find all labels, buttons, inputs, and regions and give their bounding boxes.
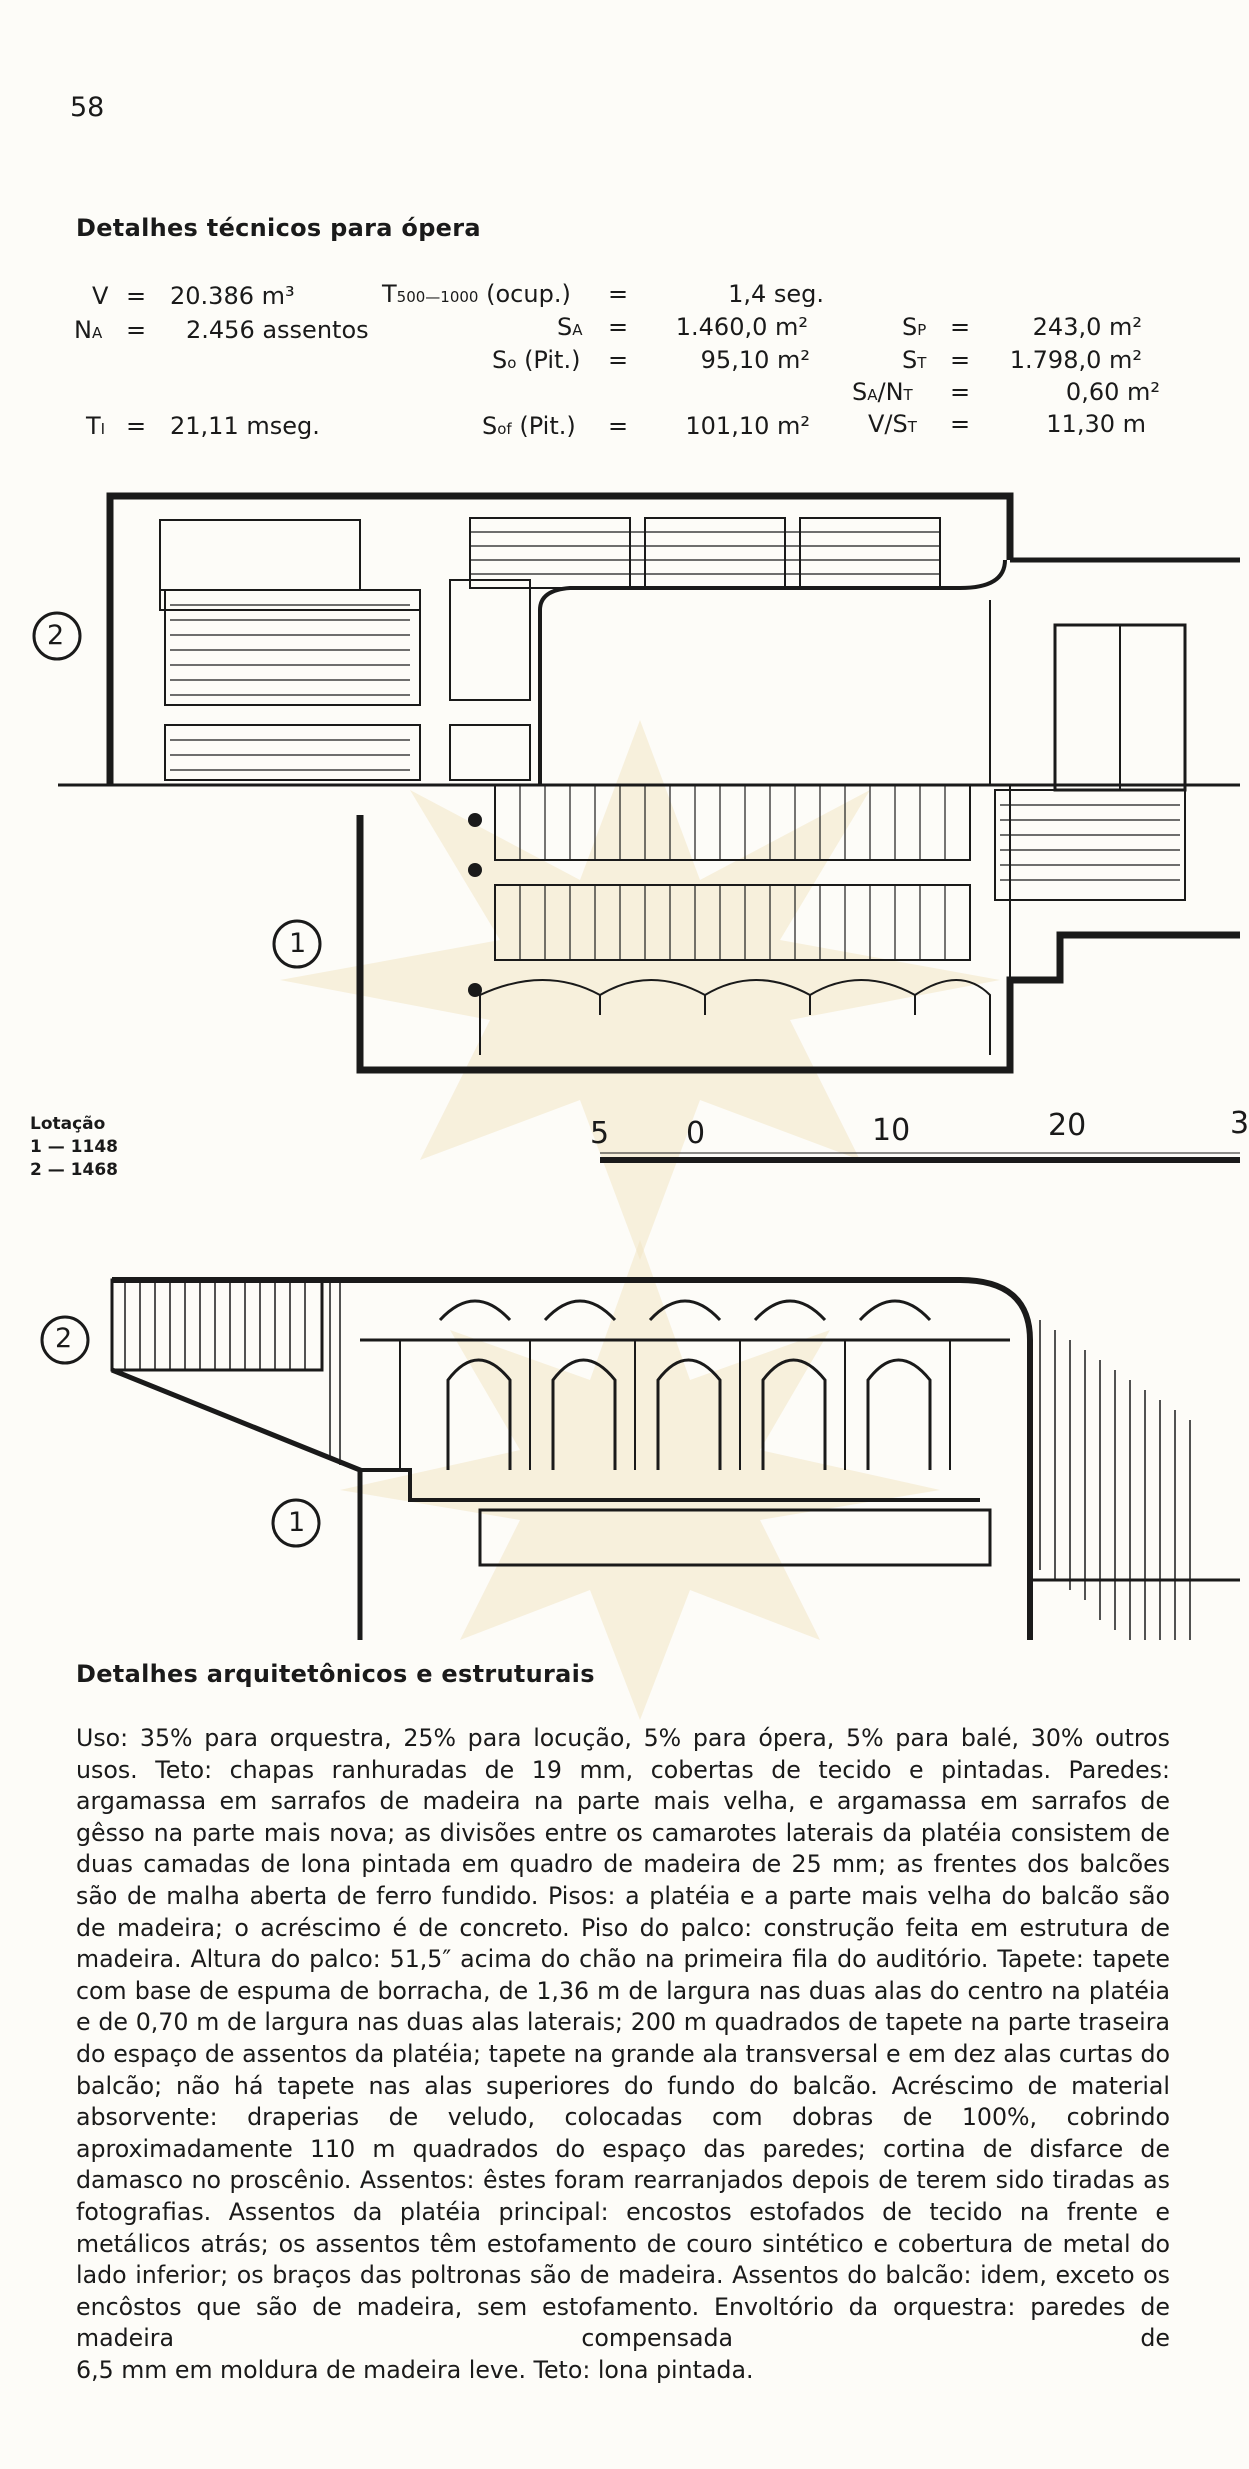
lotacao-2: 2 — 1468 — [30, 1160, 118, 1180]
na-label: NA — [74, 316, 103, 344]
page-number: 58 — [70, 92, 105, 123]
sp-label: SP — [902, 313, 927, 341]
sa-label: SA — [557, 313, 583, 341]
v-st-value: 11,30 m — [1046, 410, 1146, 438]
so-eq: = — [608, 346, 629, 374]
sa-value: 1.460,0 m² — [675, 313, 808, 341]
sp-value: 243,0 m² — [1032, 313, 1142, 341]
st-eq: = — [950, 346, 971, 374]
na-eq: = — [126, 316, 147, 344]
section-marker-1: 1 — [288, 1507, 306, 1538]
t500-eq: = — [608, 280, 629, 308]
sp-eq: = — [950, 313, 971, 341]
st-value: 1.798,0 m² — [1009, 346, 1142, 374]
v-st-label: V/ST — [868, 410, 917, 438]
t500-value: 1,4 seg. — [728, 280, 824, 308]
t500-label: T500—1000 (ocup.) — [382, 280, 571, 308]
architectural-body-last-line: 6,5 mm em moldura de madeira leve. Teto: lona pintada. — [76, 2355, 754, 2384]
scale-label-5: 5 — [590, 1116, 610, 1151]
plan-marker-1: 1 — [289, 928, 307, 959]
architectural-body-text: Uso: 35% para orquestra, 25% para locução, 5% para ópera, 5% para balé, 30% outros usos. Teto: chapas ranhuradas de 19 mm, cobertas de tecido e pintadas. Paredes: argamassa em sarrafos de madeira na parte mais velha, e argamassa em sarrafos de gêsso na parte mais nova; as divisões entre os camarotes laterais da platéia consistem de duas camadas de lona pintada em quadro de madeira de 25 mm; as frentes dos balcões são de malha aberta de ferro fundido. Pisos: a platéia e a parte mais velha do balcão são de madeira; o acréscimo é de concreto. Piso do palco: construção feita em estrutura de madeira. Altura do palco: 51,5″ acima do chão na primeira fila do auditório. Tapete: tapete com base de espuma de borracha, de 1,36 m de largura nas duas alas do centro na platéia e de 0,70 m de largura nas duas alas laterais; 200 m quadrados de tapete na parte traseira do espaço de assentos da platéia; tapete na grande ala transversal e em dez alas curtas do balcão; não há tapete nas alas superiores do fundo do balcão. Acréscimo de material absorvente: draperias de veludo, colocadas com dobras de 100%, cobrindo aproximadamente 110 m quadrados do espaço das paredes; cortina de disfarce de damasco no proscênio. Assentos: êstes foram rearranjados depois de terem sido tiradas as fotografias. Assentos da platéia principal: encostos estofados de tecido na frente e metálicos atrás; os assentos têm estofamento de couro sintético e cobertura de metal do lado inferior; os braços das poltronas são de madeira. Assentos do balcão: idem, exceto os encôstos que são de madeira, sem estofamento. Envoltório da orquestra: paredes de madeira compensada de — [76, 1724, 1170, 2353]
sa-nt-label: SA/NT — [852, 378, 913, 406]
sof-label: Sof (Pit.) — [482, 412, 576, 440]
na-value: 2.456 assentos — [186, 316, 369, 344]
section-drawing — [0, 1260, 1240, 1650]
architectural-details-title: Detalhes arquitetônicos e estruturais — [76, 1660, 595, 1688]
technical-details-title: Detalhes técnicos para ópera — [76, 214, 481, 242]
section-marker-2: 2 — [55, 1323, 73, 1354]
so-value: 95,10 m² — [700, 346, 810, 374]
scale-label-10: 10 — [872, 1113, 911, 1148]
ti-label: TI — [86, 412, 106, 440]
lotacao-1: 1 — 1148 — [30, 1137, 118, 1157]
sof-value: 101,10 m² — [685, 412, 810, 440]
scale-label-20: 20 — [1048, 1108, 1087, 1143]
ti-value: 21,11 mseg. — [170, 412, 320, 440]
ti-eq: = — [126, 412, 147, 440]
scale-label-30: 3 — [1230, 1106, 1249, 1141]
sa-nt-value: 0,60 m² — [1065, 378, 1160, 406]
v-value: 20.386 m³ — [170, 282, 295, 310]
architectural-details-body — [76, 1723, 1170, 2386]
lotacao-legend — [30, 1113, 118, 1182]
st-label: ST — [902, 346, 927, 374]
sof-eq: = — [608, 412, 629, 440]
plan-marker-2: 2 — [47, 620, 65, 651]
floor-plan-drawing — [0, 460, 1240, 1140]
scale-label-0: 0 — [686, 1116, 706, 1151]
v-st-eq: = — [950, 410, 971, 438]
v-eq: = — [126, 282, 147, 310]
lotacao-title: Lotação — [30, 1114, 106, 1134]
sa-nt-eq: = — [950, 378, 971, 406]
v-label: V — [92, 282, 109, 310]
so-label: So (Pit.) — [492, 346, 581, 374]
sa-eq: = — [608, 313, 629, 341]
